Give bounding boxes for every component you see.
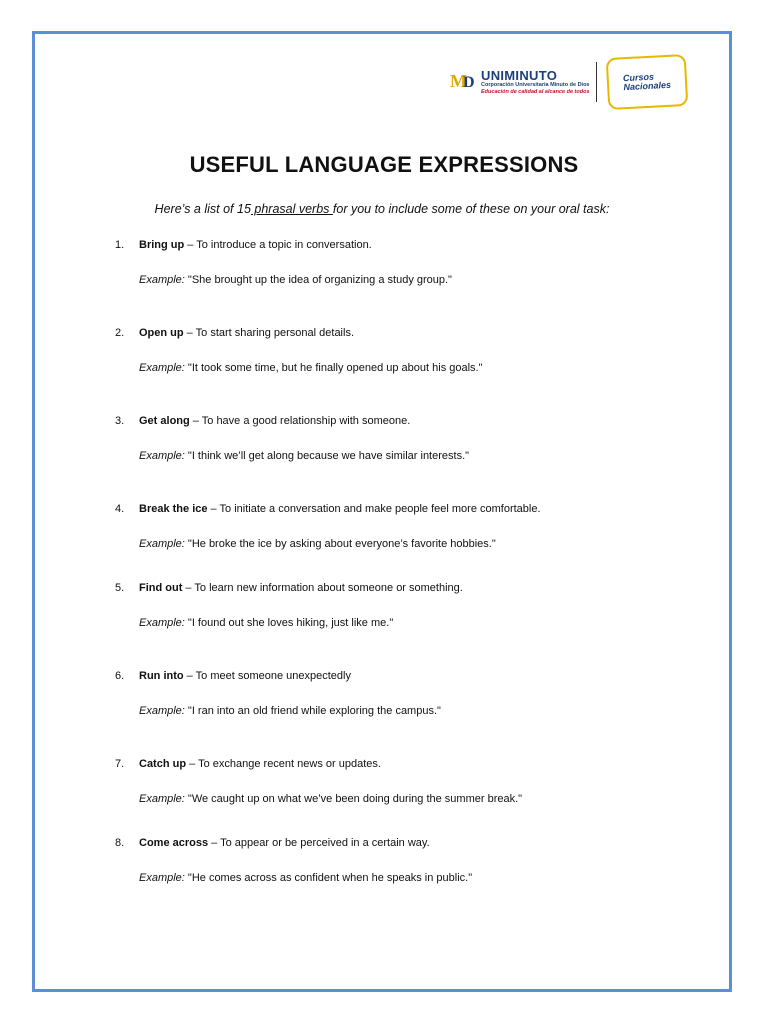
example-label: Example: bbox=[139, 872, 185, 884]
header-logos bbox=[450, 53, 705, 111]
logo-university-line2: Corporación Universitaria Minuto de Dios bbox=[481, 82, 590, 88]
example-label: Example: bbox=[139, 617, 185, 629]
item-term: Break the ice bbox=[139, 503, 208, 515]
item-example: "I ran into an old friend while exploring the campus." bbox=[184, 705, 441, 717]
item-example: "He comes across as confident when he speaks in public." bbox=[184, 872, 473, 884]
phrasal-verbs-link: phrasal verbs bbox=[250, 202, 333, 216]
item-number: 2. bbox=[115, 327, 125, 339]
item-term: Run into bbox=[139, 670, 184, 682]
item-term: Catch up bbox=[139, 758, 187, 770]
logo-university-name: UNIMINUTO bbox=[481, 68, 558, 83]
item-number: 3. bbox=[115, 415, 125, 427]
item-number: 8. bbox=[115, 837, 125, 849]
item-definition: – To initiate a conversation and make people feel more comfortable. bbox=[207, 503, 541, 515]
item-number: 4. bbox=[115, 503, 125, 515]
item-number: 6. bbox=[115, 670, 125, 682]
example-label: Example: bbox=[139, 362, 185, 374]
example-label: Example: bbox=[139, 705, 185, 717]
item-term: Open up bbox=[139, 327, 184, 339]
item-definition: – To learn new information about someone or something. bbox=[182, 582, 463, 594]
page-title: USEFUL LANGUAGE EXPRESSIONS bbox=[189, 152, 579, 177]
item-example: "She brought up the idea of organizing a study group." bbox=[184, 274, 452, 286]
item-definition: – To appear or be perceived in a certain way. bbox=[208, 837, 430, 849]
intro-text: Here’s a list of 15 phrasal verbs for you to include some of these on your oral task: bbox=[154, 202, 610, 216]
cursos-nacionales-logo bbox=[605, 54, 688, 110]
example-label: Example: bbox=[139, 793, 185, 805]
item-definition: – To meet someone unexpectedly bbox=[183, 670, 351, 682]
item-definition: – To exchange recent news or updates. bbox=[186, 758, 381, 770]
item-term: Find out bbox=[139, 582, 183, 594]
logo-cursos-line1: Cursos bbox=[622, 71, 654, 84]
example-label: Example: bbox=[139, 274, 185, 286]
item-example: "He broke the ice by asking about everyone’s favorite hobbies." bbox=[184, 538, 496, 550]
example-label: Example: bbox=[139, 538, 185, 550]
item-definition: – To have a good relationship with someone. bbox=[189, 415, 411, 427]
item-number: 7. bbox=[115, 758, 125, 770]
uniminuto-logo bbox=[450, 58, 590, 106]
item-term: Get along bbox=[139, 415, 190, 427]
item-example: "I found out she loves hiking, just like me." bbox=[184, 617, 394, 629]
md-mark-icon: M D bbox=[450, 71, 475, 91]
example-label: Example: bbox=[139, 450, 185, 462]
item-number: 1. bbox=[115, 239, 125, 251]
item-definition: – To start sharing personal details. bbox=[183, 327, 355, 339]
item-definition: – To introduce a topic in conversation. bbox=[184, 239, 372, 251]
item-term: Bring up bbox=[139, 239, 185, 251]
item-example: "It took some time, but he finally opened up about his goals." bbox=[184, 362, 483, 374]
logo-divider bbox=[596, 62, 597, 102]
logo-cursos-line2: Nacionales bbox=[622, 79, 671, 93]
item-term: Come across bbox=[139, 837, 209, 849]
item-example: "We caught up on what we’ve been doing during the summer break." bbox=[184, 793, 523, 805]
item-number: 5. bbox=[115, 582, 125, 594]
logo-university-line3: Educación de calidad al alcance de todos bbox=[481, 88, 590, 95]
item-example: "I think we’ll get along because we have similar interests." bbox=[184, 450, 470, 462]
